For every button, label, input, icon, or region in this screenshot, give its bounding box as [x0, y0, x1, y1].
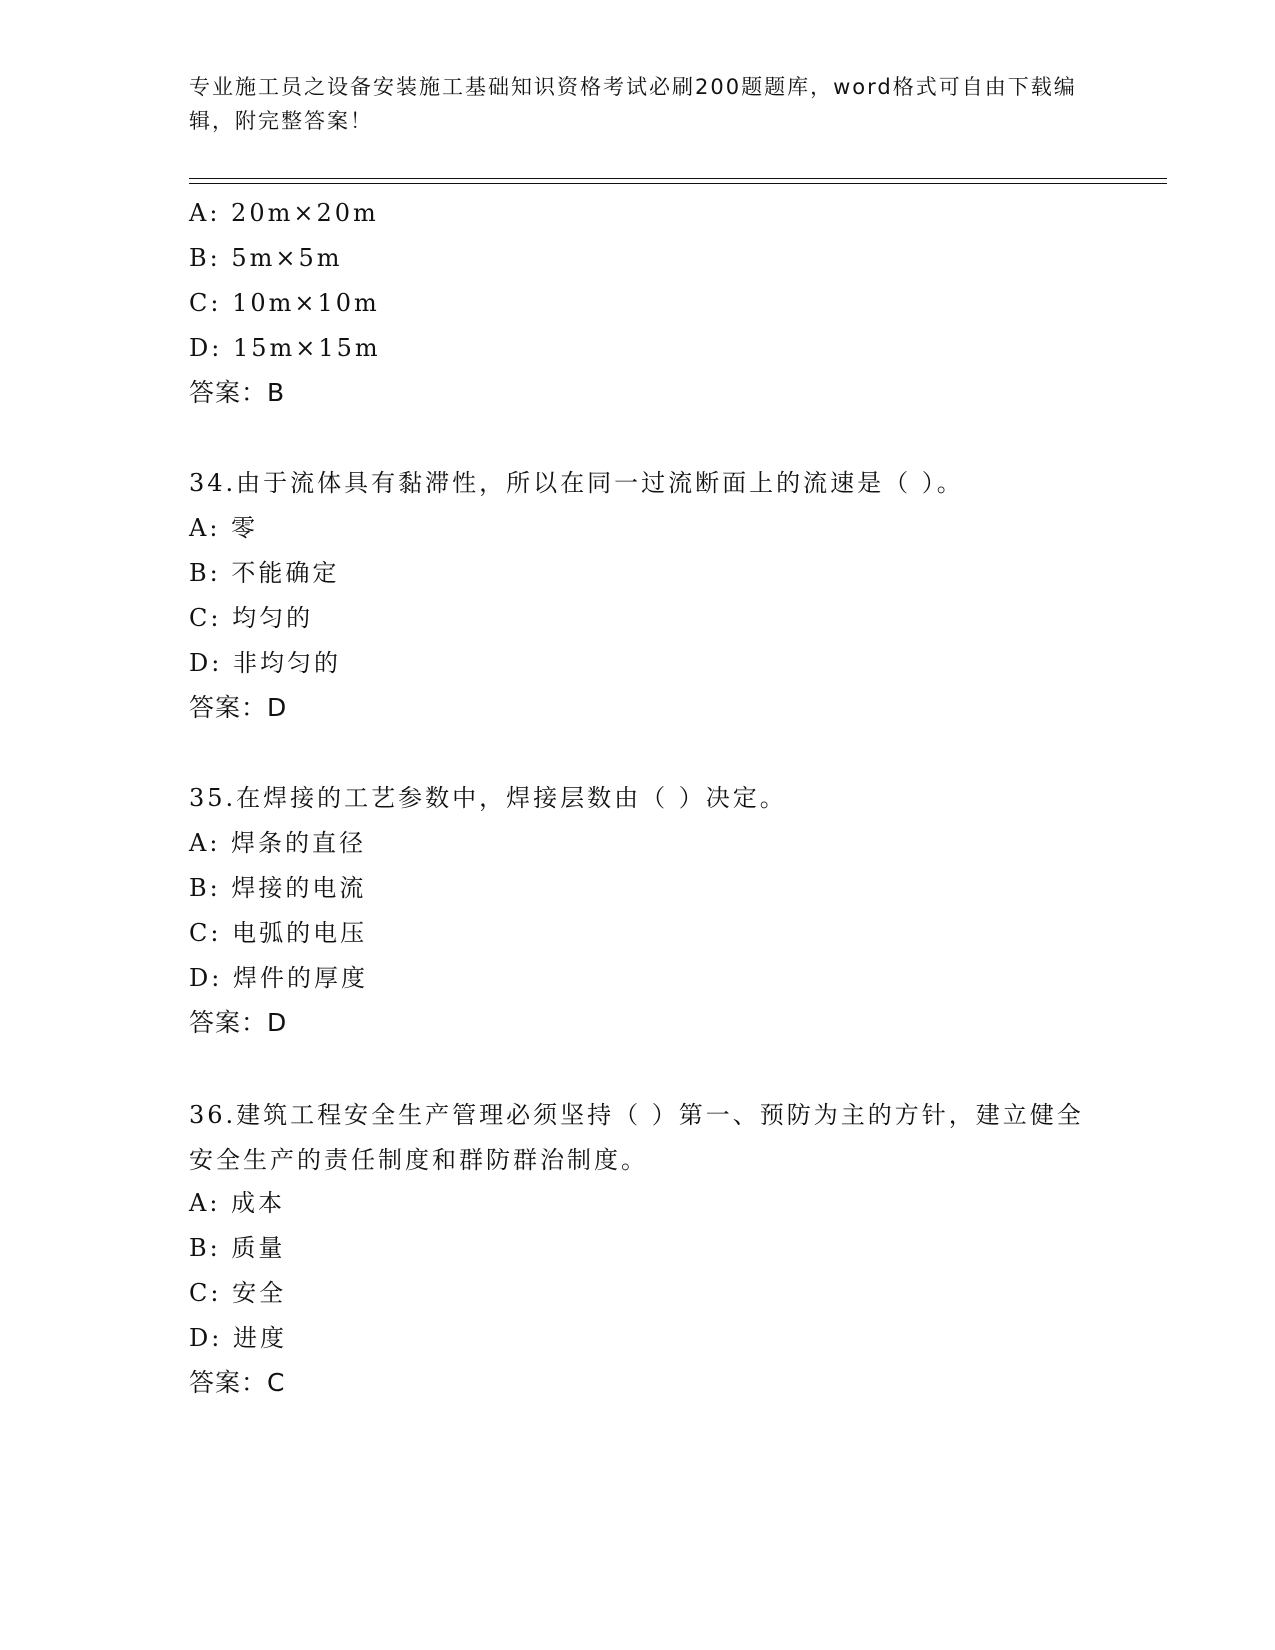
q35-option-c: C: 电弧的电压 [189, 919, 368, 947]
q36-option-d: D: 进度 [189, 1324, 287, 1352]
q33-answer: 答案：B [189, 378, 286, 407]
q34-option-a: A: 零 [189, 514, 259, 542]
q34-answer: 答案：D [189, 693, 288, 722]
q36-answer: 答案：C [189, 1368, 286, 1397]
q33-option-d: D: 15m×15m [189, 334, 381, 362]
q34-option-b: B: 不能确定 [189, 559, 340, 587]
q34-option-d: D: 非均匀的 [189, 649, 341, 677]
q33-option-c: C: 10m×10m [189, 289, 380, 317]
q33-option-a: A: 20m×20m [189, 199, 379, 227]
q36-option-a: A: 成本 [189, 1189, 286, 1217]
q35-option-a: A: 焊条的直径 [189, 829, 367, 857]
q36-stem: 36.建筑工程安全生产管理必须坚持（ ）第一、预防为主的方针，建立健全安全生产的责任制度和群防群治制度。 [189, 1101, 1084, 1174]
q35-option-b: B: 焊接的电流 [189, 874, 367, 902]
q36-option-b: B: 质量 [189, 1234, 286, 1262]
q36-option-c: C: 安全 [189, 1279, 287, 1307]
header-divider-bottom [189, 183, 1167, 184]
header-divider-top [189, 178, 1167, 179]
q34-option-c: C: 均匀的 [189, 604, 314, 632]
q35-option-d: D: 焊件的厚度 [189, 964, 368, 992]
document-header: 专业施工员之设备安装施工基础知识资格考试必刷200题题库，word格式可自由下载编辑，附完整答案！ [189, 75, 1077, 133]
q35-stem: 35.在焊接的工艺参数中，焊接层数由（ ）决定。 [189, 784, 787, 812]
q34-stem: 34.由于流体具有黏滞性，所以在同一过流断面上的流速是（ ）。 [189, 469, 964, 497]
q35-answer: 答案：D [189, 1008, 288, 1037]
q33-option-b: B: 5m×5m [189, 244, 343, 272]
